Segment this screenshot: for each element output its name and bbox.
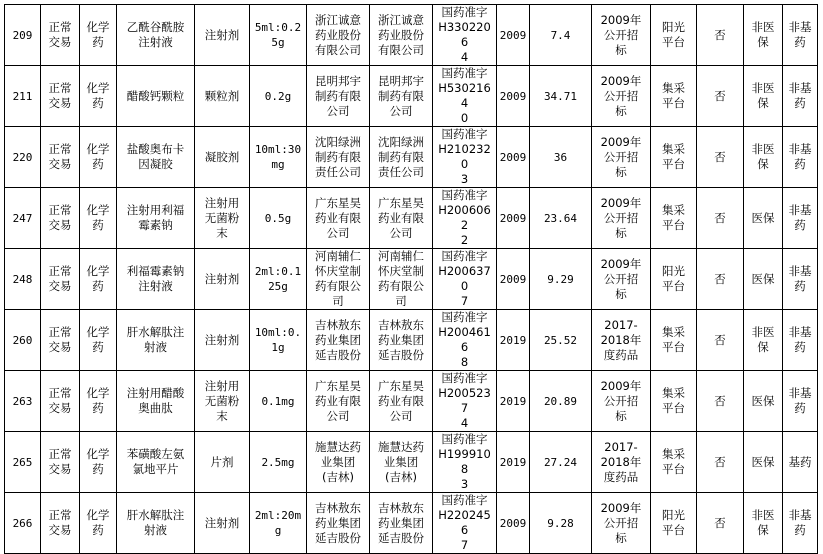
insurance-cell: 医保 (744, 371, 783, 432)
manufacturer-cell: 吉林敖东 药业集团 延吉股份 (307, 493, 370, 554)
specification-cell: 0.2g (250, 66, 307, 127)
year-cell: 2019 (497, 310, 530, 371)
drug-price-table (4, 4, 818, 554)
table-row (5, 66, 818, 127)
trade-type-cell: 正常 交易 (41, 310, 80, 371)
approval-number-cell: 国药准字 H2006062 2 (433, 188, 497, 249)
row-id-cell: 260 (5, 310, 41, 371)
price-source-cell: 2017- 2018年 度药品 (592, 432, 651, 493)
dosage-form-cell: 凝胶剂 (195, 127, 250, 188)
year-cell: 2009 (497, 5, 530, 66)
dosage-form-cell: 片剂 (195, 432, 250, 493)
year-cell: 2009 (497, 249, 530, 310)
drug-name-cell: 盐酸奥布卡 因凝胶 (117, 127, 195, 188)
row-id-cell: 248 (5, 249, 41, 310)
flag-cell: 否 (697, 310, 744, 371)
category-cell: 化学 药 (80, 127, 117, 188)
drug-name-cell: 肝水解肽注 射液 (117, 310, 195, 371)
flag-cell: 否 (697, 493, 744, 554)
dosage-form-cell: 颗粒剂 (195, 66, 250, 127)
category-cell: 化学 药 (80, 310, 117, 371)
flag-cell: 否 (697, 371, 744, 432)
specification-cell: 2ml:0.1 25g (250, 249, 307, 310)
trade-type-cell: 正常 交易 (41, 493, 80, 554)
manufacturer-cell: 沈阳绿洲 制药有限 责任公司 (307, 127, 370, 188)
row-id-cell: 266 (5, 493, 41, 554)
manufacturer-cell: 河南辅仁 怀庆堂制 药有限公 司 (307, 249, 370, 310)
enterprise-cell: 浙江诚意 药业股份 有限公司 (370, 5, 433, 66)
basic-drug-cell: 非基 药 (783, 66, 818, 127)
year-cell: 2009 (497, 127, 530, 188)
enterprise-cell: 施慧达药 业集团 (吉林) (370, 432, 433, 493)
flag-cell: 否 (697, 249, 744, 310)
specification-cell: 0.1mg (250, 371, 307, 432)
specification-cell: 0.5g (250, 188, 307, 249)
trade-type-cell: 正常 交易 (41, 5, 80, 66)
approval-number-cell: 国药准字 H2202456 7 (433, 493, 497, 554)
dosage-form-cell: 注射剂 (195, 249, 250, 310)
category-cell: 化学 药 (80, 249, 117, 310)
category-cell: 化学 药 (80, 5, 117, 66)
specification-cell: 2.5mg (250, 432, 307, 493)
price-source-cell: 2009年 公开招 标 (592, 127, 651, 188)
price-source-cell: 2009年 公开招 标 (592, 493, 651, 554)
drug-name-cell: 注射用利福 霉素钠 (117, 188, 195, 249)
trade-type-cell: 正常 交易 (41, 66, 80, 127)
table-row (5, 493, 818, 554)
dosage-form-cell: 注射用 无菌粉 末 (195, 188, 250, 249)
year-cell: 2019 (497, 371, 530, 432)
row-id-cell: 263 (5, 371, 41, 432)
price-cell: 23.64 (530, 188, 592, 249)
category-cell: 化学 药 (80, 66, 117, 127)
flag-cell: 否 (697, 432, 744, 493)
category-cell: 化学 药 (80, 371, 117, 432)
approval-number-cell: 国药准字 H2102320 3 (433, 127, 497, 188)
approval-number-cell: 国药准字 H2006370 7 (433, 249, 497, 310)
approval-number-cell: 国药准字 H1999108 3 (433, 432, 497, 493)
enterprise-cell: 昆明邦宇 制药有限 公司 (370, 66, 433, 127)
table-row (5, 432, 818, 493)
specification-cell: 10ml:30 mg (250, 127, 307, 188)
platform-cell: 阳光 平台 (651, 493, 697, 554)
manufacturer-cell: 施慧达药 业集团 (吉林) (307, 432, 370, 493)
dosage-form-cell: 注射剂 (195, 310, 250, 371)
enterprise-cell: 广东星昊 药业有限 公司 (370, 188, 433, 249)
price-source-cell: 2009年 公开招 标 (592, 371, 651, 432)
basic-drug-cell: 非基 药 (783, 188, 818, 249)
price-cell: 9.28 (530, 493, 592, 554)
platform-cell: 集采 平台 (651, 432, 697, 493)
platform-cell: 集采 平台 (651, 188, 697, 249)
dosage-form-cell: 注射用 无菌粉 末 (195, 371, 250, 432)
enterprise-cell: 沈阳绿洲 制药有限 责任公司 (370, 127, 433, 188)
basic-drug-cell: 基药 (783, 432, 818, 493)
price-cell: 36 (530, 127, 592, 188)
price-cell: 27.24 (530, 432, 592, 493)
row-id-cell: 220 (5, 127, 41, 188)
enterprise-cell: 广东星昊 药业有限 公司 (370, 371, 433, 432)
flag-cell: 否 (697, 127, 744, 188)
basic-drug-cell: 非基 药 (783, 5, 818, 66)
table-body (5, 5, 818, 554)
row-id-cell: 265 (5, 432, 41, 493)
category-cell: 化学 药 (80, 432, 117, 493)
enterprise-cell: 吉林敖东 药业集团 延吉股份 (370, 493, 433, 554)
insurance-cell: 非医 保 (744, 5, 783, 66)
year-cell: 2009 (497, 66, 530, 127)
price-source-cell: 2017- 2018年 度药品 (592, 310, 651, 371)
table-row (5, 371, 818, 432)
dosage-form-cell: 注射剂 (195, 493, 250, 554)
price-source-cell: 2009年 公开招 标 (592, 249, 651, 310)
platform-cell: 集采 平台 (651, 127, 697, 188)
price-cell: 9.29 (530, 249, 592, 310)
specification-cell: 2ml:20m g (250, 493, 307, 554)
enterprise-cell: 河南辅仁 怀庆堂制 药有限公 司 (370, 249, 433, 310)
manufacturer-cell: 广东星昊 药业有限 公司 (307, 188, 370, 249)
price-source-cell: 2009年 公开招 标 (592, 188, 651, 249)
basic-drug-cell: 非基 药 (783, 310, 818, 371)
drug-name-cell: 乙酰谷酰胺 注射液 (117, 5, 195, 66)
enterprise-cell: 吉林敖东 药业集团 延吉股份 (370, 310, 433, 371)
drug-name-cell: 注射用醋酸 奥曲肽 (117, 371, 195, 432)
approval-number-cell: 国药准字 H2004616 8 (433, 310, 497, 371)
price-source-cell: 2009年 公开招 标 (592, 5, 651, 66)
category-cell: 化学 药 (80, 188, 117, 249)
trade-type-cell: 正常 交易 (41, 127, 80, 188)
price-cell: 25.52 (530, 310, 592, 371)
table-row (5, 127, 818, 188)
platform-cell: 阳光 平台 (651, 5, 697, 66)
trade-type-cell: 正常 交易 (41, 371, 80, 432)
manufacturer-cell: 广东星昊 药业有限 公司 (307, 371, 370, 432)
basic-drug-cell: 非基 药 (783, 127, 818, 188)
year-cell: 2019 (497, 432, 530, 493)
trade-type-cell: 正常 交易 (41, 432, 80, 493)
insurance-cell: 医保 (744, 249, 783, 310)
row-id-cell: 247 (5, 188, 41, 249)
table-row (5, 249, 818, 310)
basic-drug-cell: 非基 药 (783, 249, 818, 310)
year-cell: 2009 (497, 188, 530, 249)
row-id-cell: 211 (5, 66, 41, 127)
basic-drug-cell: 非基 药 (783, 371, 818, 432)
table-row (5, 188, 818, 249)
platform-cell: 阳光 平台 (651, 249, 697, 310)
trade-type-cell: 正常 交易 (41, 249, 80, 310)
category-cell: 化学 药 (80, 493, 117, 554)
manufacturer-cell: 吉林敖东 药业集团 延吉股份 (307, 310, 370, 371)
insurance-cell: 医保 (744, 432, 783, 493)
insurance-cell: 医保 (744, 188, 783, 249)
year-cell: 2009 (497, 493, 530, 554)
flag-cell: 否 (697, 188, 744, 249)
drug-name-cell: 肝水解肽注 射液 (117, 493, 195, 554)
row-id-cell: 209 (5, 5, 41, 66)
approval-number-cell: 国药准字 H5302164 0 (433, 66, 497, 127)
manufacturer-cell: 昆明邦宇 制药有限 公司 (307, 66, 370, 127)
approval-number-cell: 国药准字 H3302206 4 (433, 5, 497, 66)
specification-cell: 5ml:0.2 5g (250, 5, 307, 66)
platform-cell: 集采 平台 (651, 310, 697, 371)
manufacturer-cell: 浙江诚意 药业股份 有限公司 (307, 5, 370, 66)
platform-cell: 集采 平台 (651, 66, 697, 127)
basic-drug-cell: 非基 药 (783, 493, 818, 554)
flag-cell: 否 (697, 5, 744, 66)
insurance-cell: 非医 保 (744, 127, 783, 188)
drug-name-cell: 利福霉素钠 注射液 (117, 249, 195, 310)
table-row (5, 310, 818, 371)
dosage-form-cell: 注射剂 (195, 5, 250, 66)
approval-number-cell: 国药准字 H2005237 4 (433, 371, 497, 432)
trade-type-cell: 正常 交易 (41, 188, 80, 249)
platform-cell: 集采 平台 (651, 371, 697, 432)
price-cell: 20.89 (530, 371, 592, 432)
price-cell: 7.4 (530, 5, 592, 66)
table-row (5, 5, 818, 66)
insurance-cell: 非医 保 (744, 310, 783, 371)
price-source-cell: 2009年 公开招 标 (592, 66, 651, 127)
price-cell: 34.71 (530, 66, 592, 127)
flag-cell: 否 (697, 66, 744, 127)
insurance-cell: 非医 保 (744, 66, 783, 127)
drug-name-cell: 苯磺酸左氨 氯地平片 (117, 432, 195, 493)
drug-name-cell: 醋酸钙颗粒 (117, 66, 195, 127)
specification-cell: 10ml:0. 1g (250, 310, 307, 371)
insurance-cell: 非医 保 (744, 493, 783, 554)
